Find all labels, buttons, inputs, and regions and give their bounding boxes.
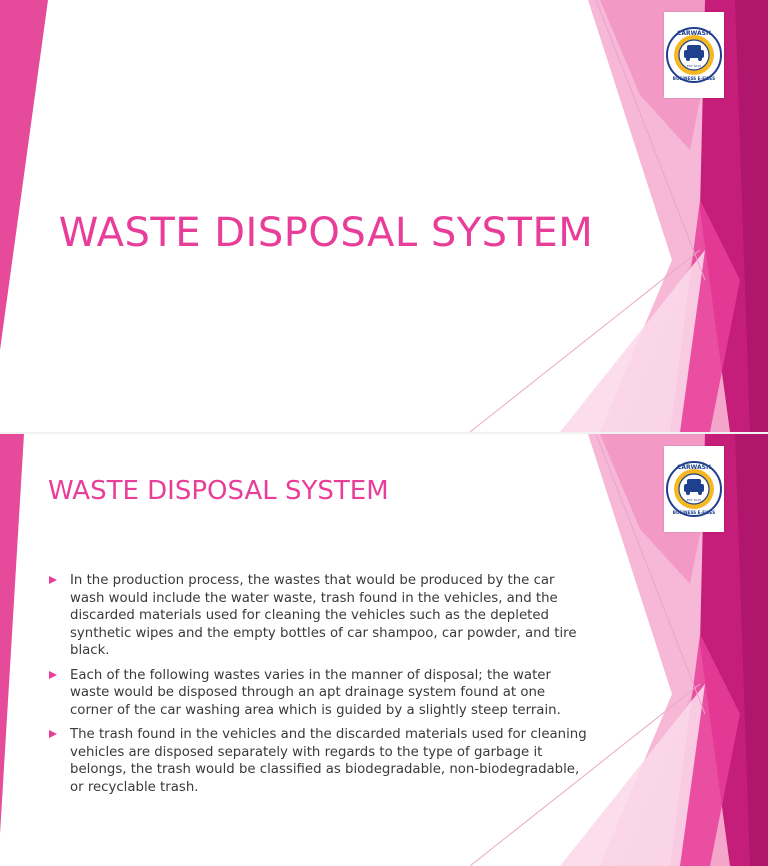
slide-heading: WASTE DISPOSAL SYSTEM xyxy=(48,476,389,506)
carwash-logo xyxy=(664,12,724,98)
carwash-logo xyxy=(664,446,724,532)
logo-bottom-text: BUSINESS E-FILES xyxy=(672,510,716,515)
logo-top-text: CARWASH xyxy=(676,30,712,37)
bullet-arrow-icon xyxy=(49,576,57,584)
logo-top-text: CARWASH xyxy=(676,464,712,471)
bullet-arrow-icon xyxy=(49,671,57,679)
bullet-list xyxy=(48,572,588,803)
bullet-item xyxy=(48,667,588,720)
title-slide xyxy=(0,0,768,432)
bullet-item xyxy=(48,572,588,660)
logo-badge-text: EST 2015 xyxy=(686,64,702,68)
bullet-item xyxy=(48,726,588,796)
slide-title: WASTE DISPOSAL SYSTEM xyxy=(58,210,594,256)
bullet-arrow-icon xyxy=(49,730,57,738)
logo-badge-text: EST 2015 xyxy=(686,498,702,502)
content-slide xyxy=(0,434,768,866)
bullet-text: The trash found in the vehicles and the discarded materials used for cleaning vehicles are disposed separately with regards to the type of garbage it belongs, the trash would be classified as biodegradable, non-biodegradable, or recyclable trash. xyxy=(70,727,587,795)
bullet-text: Each of the following wastes varies in the manner of disposal; the water waste would be disposed through an apt drainage system found at one corner of the car washing area which is guided by a slightly steep terrain. xyxy=(70,667,561,718)
logo-bottom-text: BUSINESS E-FILES xyxy=(672,76,716,81)
bullet-text: In the production process, the wastes that would be produced by the car wash would include the water waste, trash found in the vehicles, and the discarded materials used for cleaning the vehicles such as the depleted synthetic wipes and the empty bottles of car shampoo, car powder, and tire black. xyxy=(70,573,577,658)
